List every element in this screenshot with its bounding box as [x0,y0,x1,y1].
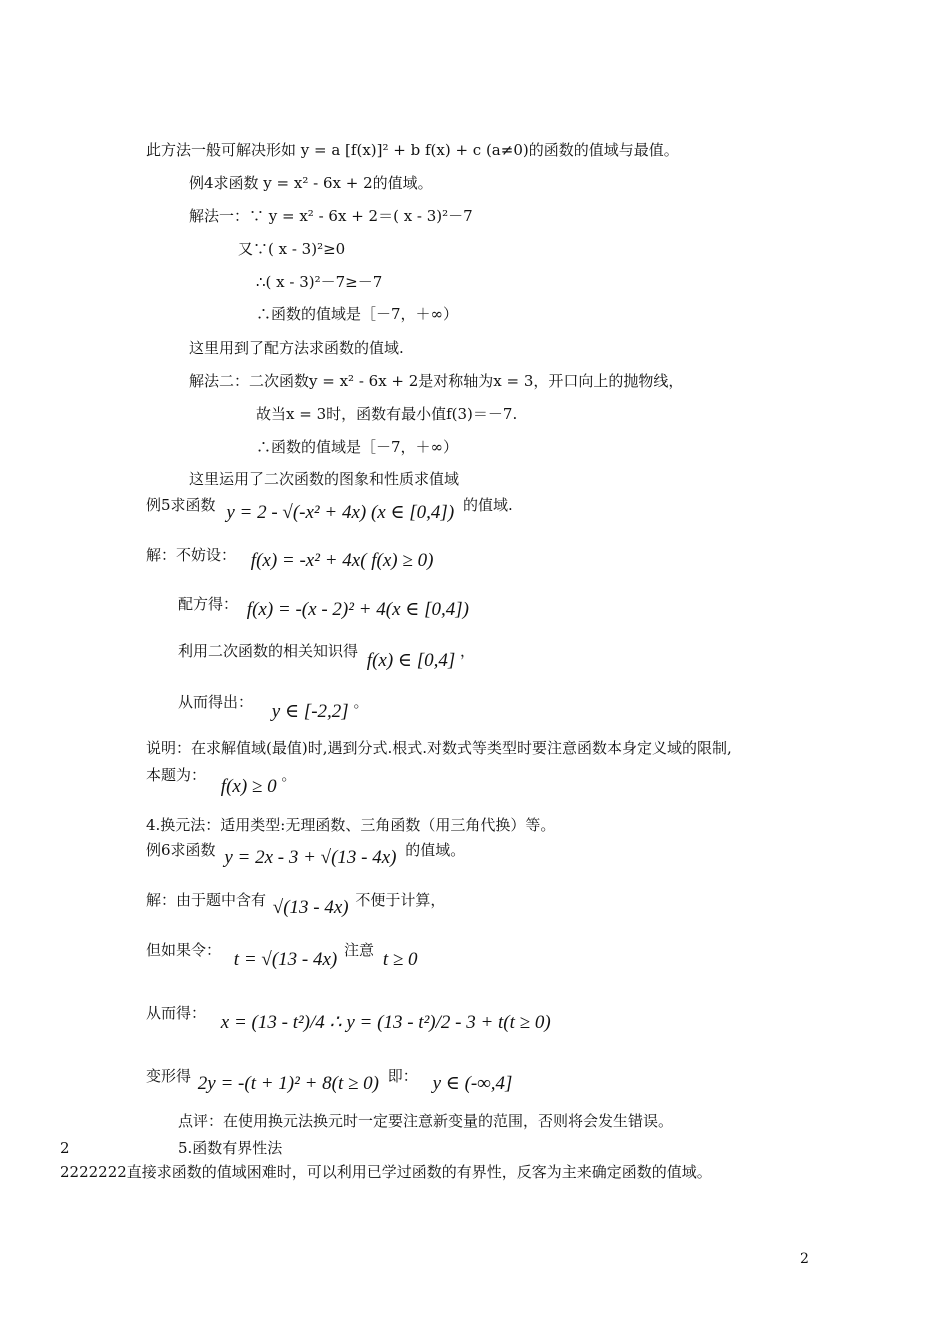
formula: y ∈ [-2,2] [271,701,349,722]
text-line: 此方法一般可解决形如 y = a [f(x)]² + b f(x) + c (a≠0)的函数的值域与最值。 [146,141,679,159]
label-text: 的值域。 [405,841,466,859]
formula: f(x) = -(x - 2)² + 4(x ∈ [0,4]) [246,599,469,620]
label-text: 例6求函数 [146,841,216,859]
text-line: ∴函数的值域是［－7，＋∞） [256,438,459,456]
label-text: 即： [387,1067,418,1085]
example-4-title: 例4求函数 y = x² - 6x + 2的值域。 [189,174,433,192]
text-line: ∴( x - 3)²－7≥－7 [256,273,383,291]
section-heading: 4.换元法：适用类型:无理函数、三角函数（用三角代换）等。 [146,816,556,834]
label-text: 本题为： [146,766,207,784]
formula: y ∈ (-∞,4] [432,1073,513,1094]
label-text: 解：由于题中含有 [146,891,267,909]
label-text: 例5求函数 [146,496,216,514]
stray-number: 2 [60,1139,70,1157]
solution-1-line: 解法一：∵ y = x² - 6x + 2＝( x - 3)²－7 [189,207,473,225]
text-line [146,1066,513,1094]
formula: y = 2x - 3 + √(13 - 4x) [224,847,397,868]
label-text: 变形得 [146,1067,192,1085]
label-text: 从而得出： [178,693,254,711]
label-text: 注意 [344,941,375,959]
text-line: 这里用到了配方法求函数的值域. [189,339,404,357]
label-text: 从而得： [146,1004,207,1022]
formula: √(13 - 4x) [272,897,349,918]
text-line: 又∵( x - 3)²≥0 [238,240,346,258]
formula: 2y = -(t + 1)² + 8(t ≥ 0) [197,1073,380,1094]
label-text: 的值域. [462,496,513,514]
formula: y = 2 - √(-x² + 4x) (x ∈ [0,4]) [226,502,455,523]
section-heading: 5.函数有界性法 [178,1139,283,1157]
text-line: 故当x = 3时，函数有最小值f(3)＝－7. [256,405,518,423]
solution-2-line: 解法二：二次函数y = x² - 6x + 2是对称轴为x = 3，开口向上的抛物线， [189,372,684,390]
example-5-title [146,495,513,523]
text-line: ∴函数的值域是［－7，＋∞） [256,305,459,323]
formula: t ≥ 0 [382,949,418,970]
label-text: 解：不妨设： [146,546,237,564]
text-line [146,545,434,571]
formula: x = (13 - t²)/4 ∴ y = (13 - t²)/2 - 3 + t(t ≥ 0) [220,1012,551,1033]
label-text: 但如果令： [146,941,222,959]
formula: f(x) ≥ 0 [220,776,277,797]
label-text: 配方得： [178,595,239,613]
text-line: 说明：在求解值域(最值)时,遇到分式.根式.对数式等类型时要注意函数本身定义域的限制, [146,739,732,757]
formula: t = √(13 - 4x) [233,949,338,970]
formula: f(x) = -x² + 4x( f(x) ≥ 0) [250,550,434,571]
text-line [178,594,469,620]
label-text: ， [460,642,476,660]
text-line [146,1003,551,1033]
text-line: 点评：在使用换元法换元时一定要注意新变量的范围，否则将会发生错误。 [178,1112,674,1130]
text-line [146,940,418,970]
text-line [146,890,446,918]
text-line [178,641,476,671]
label-text: 。 [281,766,297,784]
page-number: 2 [800,1251,809,1267]
text-line [178,692,369,722]
label-text: 。 [353,693,369,711]
example-6-title [146,840,466,868]
text-line: 这里运用了二次函数的图象和性质求值域 [189,470,460,488]
text-line [146,765,297,797]
formula: f(x) ∈ [0,4] [366,650,456,671]
text-line: 2222222直接求函数的值域困难时，可以利用已学过函数的有界性，反客为主来确定函数的值域。 [60,1163,712,1181]
label-text: 利用二次函数的相关知识得 [178,642,359,660]
label-text: 不便于计算， [355,891,446,909]
